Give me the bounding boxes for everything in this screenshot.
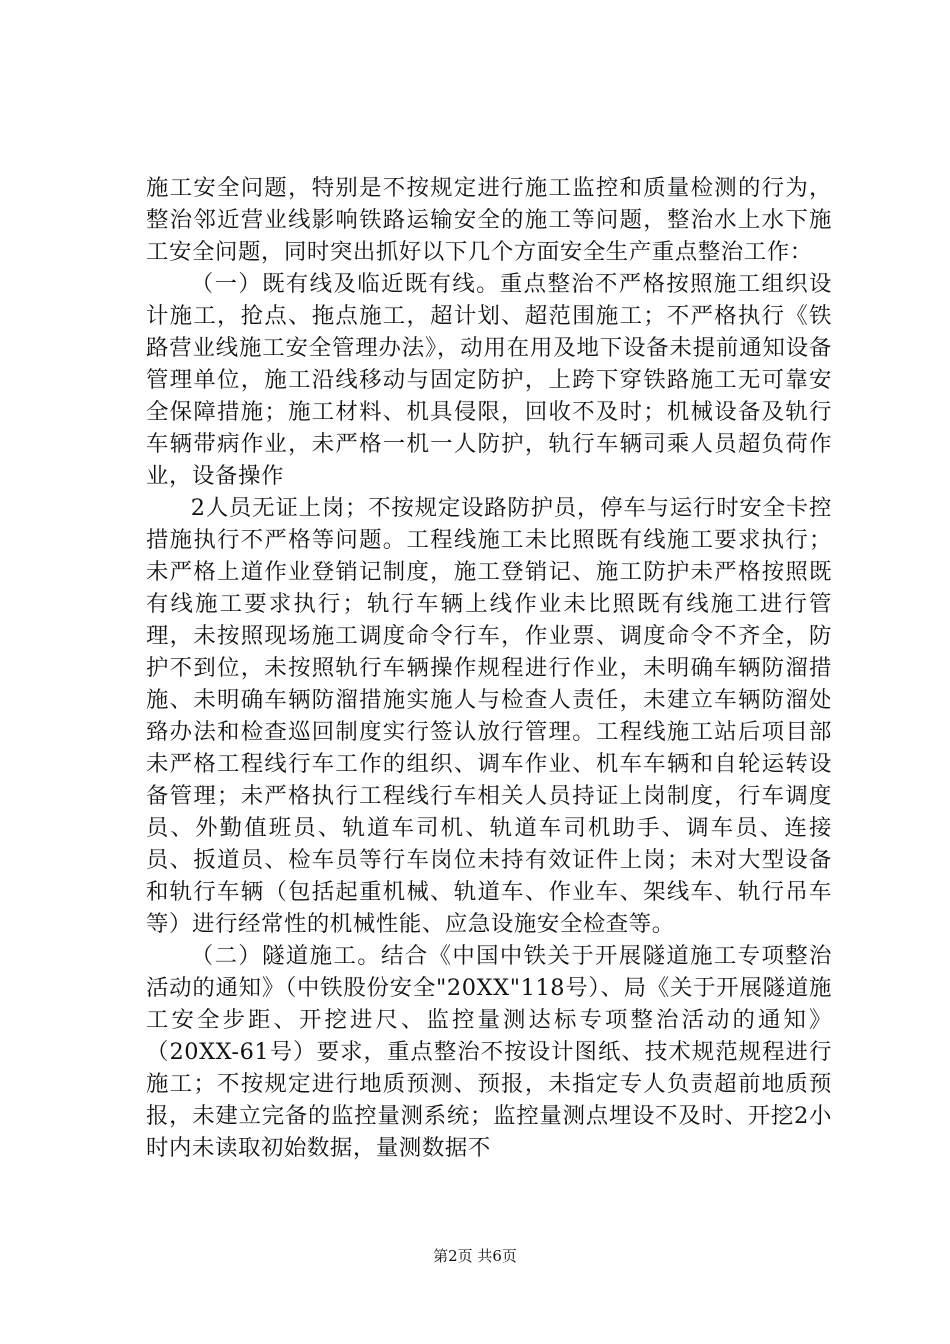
body-text: [146, 172, 832, 1164]
paragraph-tunnel-construction: （二）隧道施工。结合《中国中铁关于开展隧道施工专项整治活动的通知》（中铁股份安全"20XX"118号）、局《关于开展隧道施工安全步距、开挖进尺、监控量测达标专项整治活动的通知》（20XX-61号）要求，重点整治不按设计图纸、技术规范规程进行施工；不按规定进行地质预测、预报，未指定专人负责超前地质预报，未建立完备的监控量测系统；监控量测点埋设不及时、开挖2小时内未读取初始数据，量测数据不: [146, 943, 832, 1161]
paragraph-existing-line: （一）既有线及临近既有线。重点整治不严格按照施工组织设计施工，抢点、拖点施工，超计划、超范围施工；不严格执行《铁路营业线施工安全管理办法》，动用在用及地下设备未提前通知设备管理单位，施工沿线移动与固定防护，上跨下穿铁路施工无可靠安全保障措施；施工材料、机具侵限，回收不及时；机械设备及轨行车辆带病作业，未严格一机一人防护，轨行车辆司乘人员超负荷作业，设备操作: [146, 271, 832, 489]
paragraph-continuation: 施工安全问题，特别是不按规定进行施工监控和质量检测的行为，整治邻近营业线影响铁路运输安全的施工等问题，整治水上水下施工安全问题，同时突出抓好以下几个方面安全生产重点整治工作：: [146, 175, 832, 265]
page-footer: 第2页 共6页: [433, 1247, 517, 1265]
paragraph-engineering-line: 2人员无证上岗；不按规定设路防护员，停车与运行时安全卡控措施执行不严格等问题。工程线施工未比照既有线施工要求执行；未严格上道作业登销记制度，施工登销记、施工防护未严格按照既有线施工要求执行；轨行车辆上线作业未比照既有线施工进行管理，未按照现场施工调度命令行车，作业票、调度命令不齐全，防护不到位，未按照轨行车辆操作规程进行作业，未明确车辆防溜措施、未明确车辆防溜措施实施人与检查人责任，未建立车辆防溜处臵办法和检查巡回制度实行签认放行管理。工程线施工站后项目部未严格工程线行车工作的组织、调车作业、机车车辆和自轮运转设备管理；未严格执行工程线行车相关人员持证上岗制度，行车调度员、外勤值班员、轨道车司机、轨道车司机助手、调车员、连接员、扳道员、检车员等行车岗位未持有效证件上岗；未对大型设备和轨行车辆（包括起重机械、轨道车、作业车、架线车、轨行吊车等）进行经常性的机械性能、应急设施安全检查等。: [146, 495, 832, 937]
